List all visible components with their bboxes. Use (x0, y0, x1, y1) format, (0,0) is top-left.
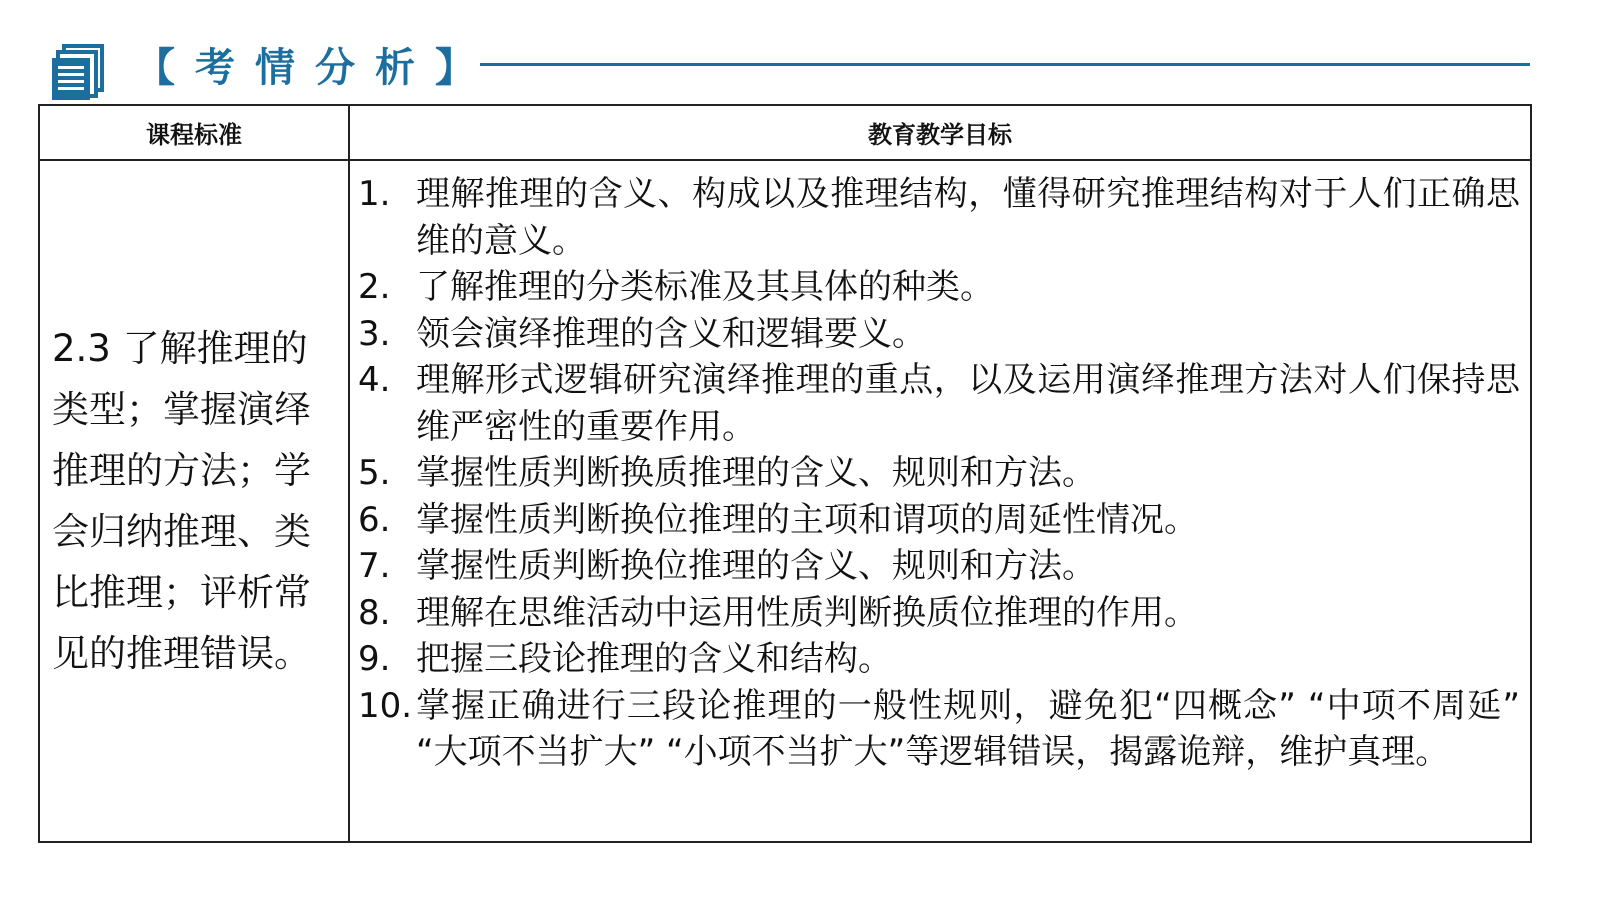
goal-item (358, 497, 1520, 544)
section-title: 【考情分析】 (135, 45, 495, 91)
goal-number: 5. (358, 453, 391, 493)
title-divider (480, 63, 1530, 66)
goal-item (358, 590, 1520, 637)
goal-number: 6. (358, 499, 391, 540)
goal-item (358, 311, 1520, 358)
goal-text: 掌握性质判断换质推理的含义、规则和方法。 (416, 453, 1096, 493)
goal-text: 了解推理的分类标准及其具体的种类。 (416, 267, 994, 307)
goal-number: 3. (358, 313, 391, 354)
goal-number: 1. (358, 174, 391, 214)
goal-number: 2. (358, 267, 391, 307)
goal-item (358, 636, 1520, 683)
goal-text: 理解在思维活动中运用性质判断换质位推理的作用。 (416, 592, 1198, 633)
column-header-standard: 课程标准 (39, 105, 349, 160)
goal-item (358, 171, 1520, 264)
goal-number: 7. (358, 546, 391, 586)
curriculum-standard-cell: 2.3 了解推理的类型；掌握演绎推理的方法；学会归纳推理、类比推理；评析常见的推理错误。 (39, 160, 349, 842)
goal-text: 领会演绎推理的含义和逻辑要义。 (416, 313, 926, 354)
document-stack-icon (50, 44, 108, 102)
table-header-row (39, 105, 1531, 160)
goal-text: 掌握性质判断换位推理的含义、规则和方法。 (416, 546, 1096, 586)
goal-text: 理解推理的含义、构成以及推理结构，懂得研究推理结构对于人们正确思维的意义。 (416, 174, 1520, 261)
goal-item (358, 450, 1520, 497)
goals-list (358, 171, 1520, 776)
goal-text: 掌握性质判断换位推理的主项和谓项的周延性情况。 (416, 499, 1198, 540)
goal-text: 理解形式逻辑研究演绎推理的重点，以及运用演绎推理方法对人们保持思维严密性的重要作用。 (416, 360, 1520, 447)
analysis-table (38, 104, 1532, 843)
goal-item (358, 683, 1520, 776)
goal-text: 把握三段论推理的含义和结构。 (416, 639, 892, 679)
goal-item (358, 543, 1520, 590)
page-header (0, 0, 1599, 105)
column-header-goals: 教育教学目标 (349, 105, 1531, 160)
teaching-goals-cell (349, 160, 1531, 842)
goal-text: 掌握正确进行三段论推理的一般性规则，避免犯“四概念” “中项不周延” “大项不当扩大” “小项不当扩大”等逻辑错误，揭露诡辩，维护真理。 (416, 685, 1520, 772)
goal-number: 8. (358, 592, 391, 633)
goal-number: 4. (358, 360, 391, 400)
goal-item (358, 357, 1520, 450)
table-row (39, 160, 1531, 842)
goal-number: 10. (358, 685, 413, 726)
goal-item (358, 264, 1520, 311)
goal-number: 9. (358, 639, 391, 679)
